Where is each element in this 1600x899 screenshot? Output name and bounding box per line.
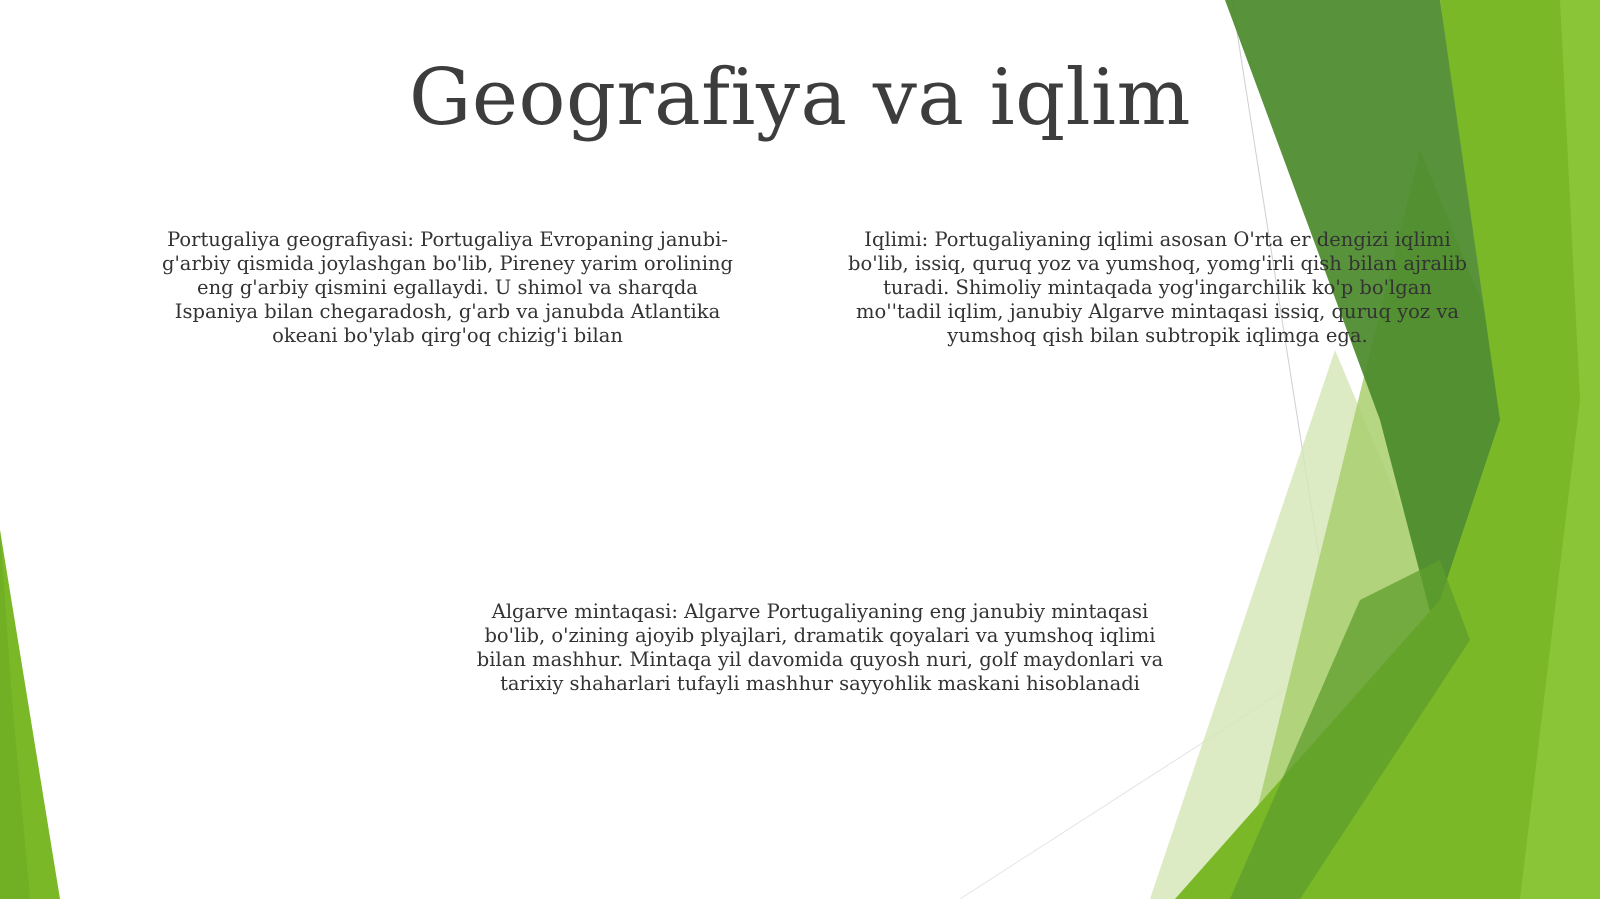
geography-paragraph: Portugaliya geografiyasi: Portugaliya Evropaning janubi-g'arbiy qismida joylashgan bo'lib, Pireney yarim orolining eng g'arbiy qismini egallaydi. U shimol va sharqda Ispaniya bilan chegaradosh, g'arb va janubda Atlantika okeani bo'ylab qirg'oq chizig'i bilan [161, 228, 734, 347]
algarve-paragraph: Algarve mintaqasi: Algarve Portugaliyaning eng janubiy mintaqasi bo'lib, o'zining ajoyib plyajlari, dramatik qoyalari va yumshoq iqlimi bilan mashhur. Mintaqa yil davomida quyosh nuri, golf maydonlari va tarixiy shaharlari tufayli mashhur sayyohlik maskani hisoblanadi [476, 600, 1164, 695]
slide-title: Geografiya va iqlim [409, 53, 1191, 143]
climate-paragraph: Iqlimi: Portugaliyaning iqlimi asosan O'rta er dengizi iqlimi bo'lib, issiq, quruq yoz va yumshoq, yomg'irli qish bilan ajralib turadi. Shimoliy mintaqada yog'ingarchilik ko'p bo'lgan mo''tadil iqlim, janubiy Algarve mintaqasi issiq, quruq yoz va yumshoq qish bilan subtropik iqlimga ega. [848, 228, 1467, 347]
